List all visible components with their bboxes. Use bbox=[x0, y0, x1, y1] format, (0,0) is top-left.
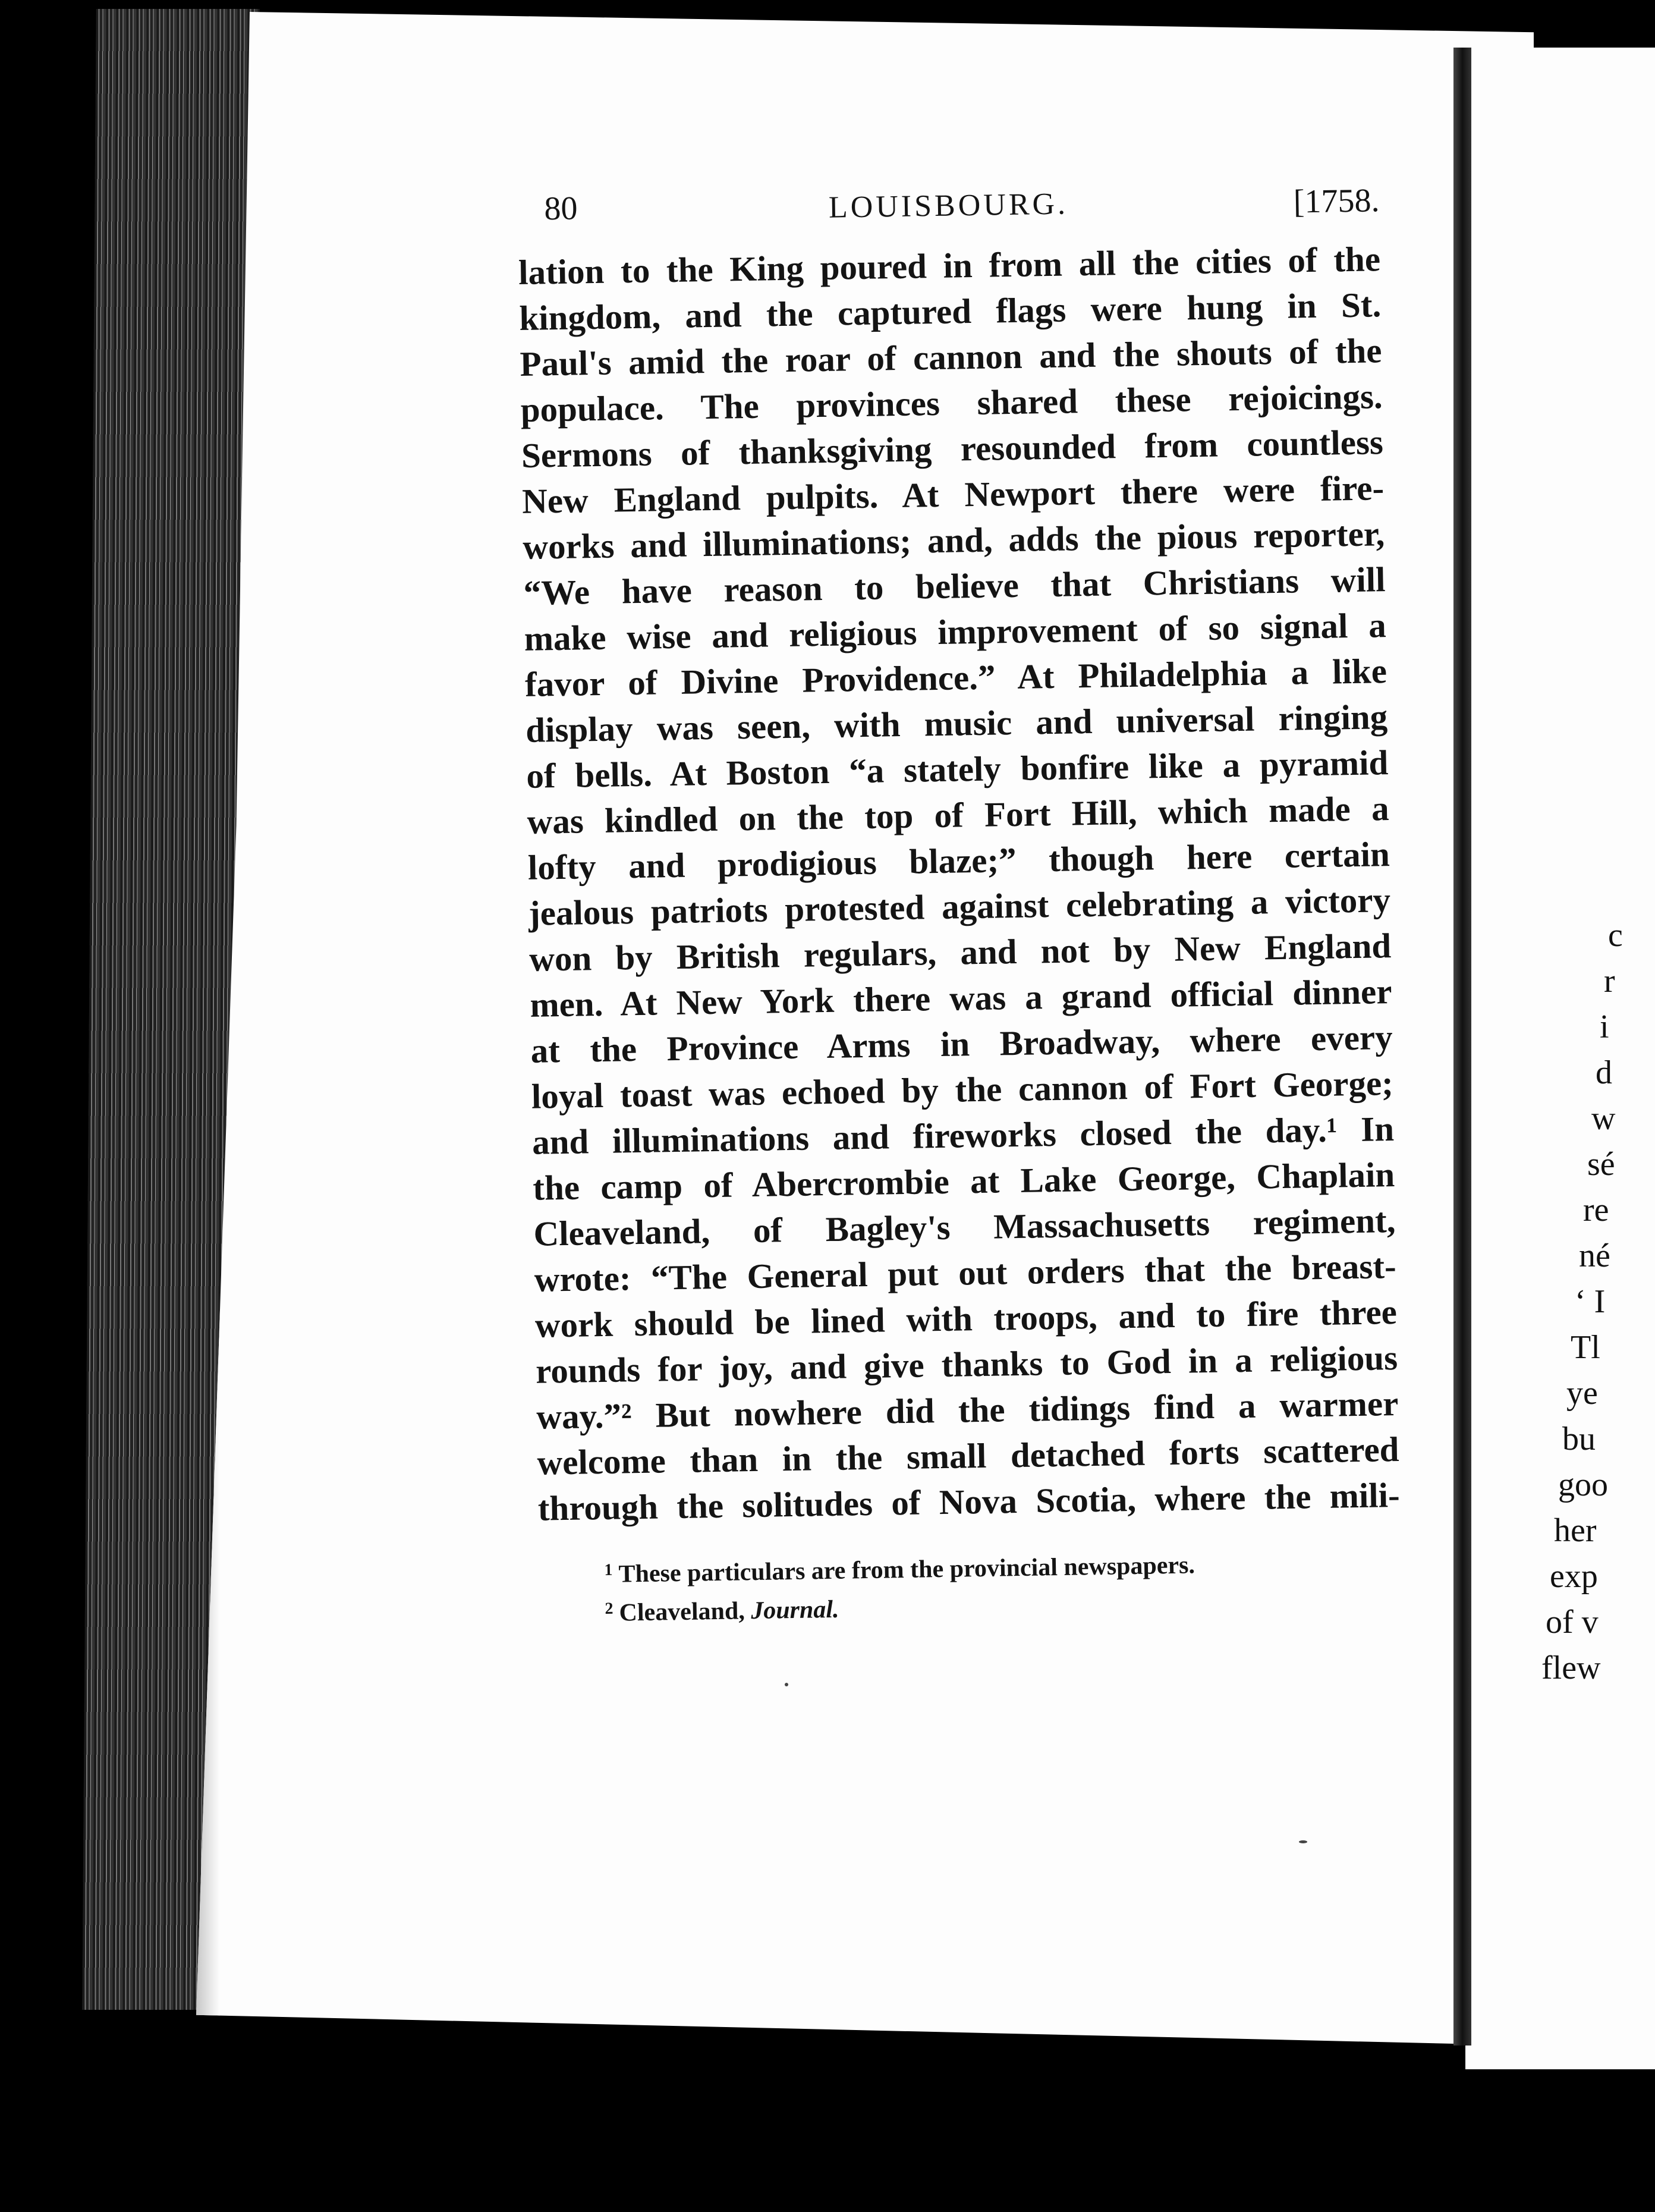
text-line: at the Province Arms in Broadway, where every bbox=[530, 1017, 1393, 1070]
adjacent-text-fragment: flew bbox=[1541, 1649, 1601, 1686]
text-line: New England pulpits. At Newport there were fire- bbox=[521, 468, 1385, 521]
text-line: “We have reason to believe that Christians will bbox=[523, 560, 1386, 612]
book-gutter bbox=[1453, 48, 1471, 2046]
text-line: work should be lined with troops, and to fire three bbox=[534, 1292, 1398, 1345]
adjacent-text-fragment: w bbox=[1591, 1100, 1616, 1137]
text-line: kingdom, and the captured flags were hung in St. bbox=[518, 285, 1382, 338]
text-line: through the solitudes of Nova Scotia, where the mili- bbox=[537, 1475, 1401, 1528]
footnote-mark: 1 bbox=[604, 1560, 613, 1579]
adjacent-text-fragment: i bbox=[1600, 1008, 1609, 1045]
text-line: works and illuminations; and, adds the pious reporter, bbox=[522, 514, 1385, 567]
footnotes bbox=[539, 1541, 1402, 1632]
text-line: way.”² But nowhere did the tidings find a warmer bbox=[536, 1383, 1399, 1437]
text-line: was kindled on the top of Fort Hill, which made a bbox=[527, 788, 1390, 841]
adjacent-text-fragment: bu bbox=[1562, 1421, 1596, 1457]
adjacent-text-fragment: Tl bbox=[1571, 1329, 1600, 1366]
adjacent-text-fragment: ‘ I bbox=[1575, 1283, 1606, 1320]
adjacent-text-fragment: her bbox=[1554, 1512, 1597, 1549]
adjacent-text-fragment: ye bbox=[1566, 1375, 1598, 1412]
text-line: Paul's amid the roar of cannon and the shouts of the bbox=[520, 331, 1382, 384]
page-text bbox=[517, 177, 1402, 1631]
text-line: won by British regulars, and not by New England bbox=[528, 926, 1392, 979]
adjacent-text-fragment: d bbox=[1596, 1054, 1612, 1091]
footnote-text: These particulars are from the provincial newspapers. bbox=[618, 1551, 1195, 1588]
adjacent-text-fragment: r bbox=[1604, 963, 1615, 1000]
speck bbox=[785, 1683, 788, 1686]
footnote-italic: Journal. bbox=[750, 1595, 839, 1625]
text-line: rounds for joy, and give thanks to God in a religious bbox=[535, 1337, 1398, 1391]
text-line: loyal toast was echoed by the cannon of Fort George; bbox=[531, 1063, 1394, 1116]
text-line: the camp of Abercrombie at Lake George, Chaplain bbox=[532, 1155, 1395, 1208]
adjacent-text-fragment: re bbox=[1583, 1192, 1609, 1228]
adjacent-text-fragment: exp bbox=[1550, 1558, 1598, 1595]
adjacent-page bbox=[1465, 48, 1655, 2069]
footnote-mark: 2 bbox=[605, 1599, 613, 1618]
text-line: make wise and religious improvement of so signal a bbox=[524, 605, 1387, 658]
speck bbox=[1299, 1840, 1307, 1843]
text-line: populace. The provinces shared these rejoicings. bbox=[520, 376, 1383, 429]
adjacent-text-fragment: c bbox=[1608, 917, 1623, 954]
text-line: jealous patriots protested against celebrating a victory bbox=[528, 880, 1391, 933]
text-line: lofty and prodigious blaze;” though here certain bbox=[527, 834, 1390, 887]
running-title: LOUISBOURG. bbox=[828, 187, 1069, 225]
page-number: 80 bbox=[544, 190, 578, 228]
adjacent-text-fragment: sé bbox=[1587, 1146, 1615, 1183]
footnote-text: Cleaveland, bbox=[619, 1597, 751, 1627]
text-line: welcome than in the small detached forts scattered bbox=[537, 1429, 1399, 1482]
text-line: favor of Divine Providence.” At Philadelphia a like bbox=[524, 651, 1387, 704]
header-year: [1758. bbox=[1293, 182, 1380, 221]
text-line: men. At New York there was a grand official dinner bbox=[530, 972, 1392, 1025]
text-line: and illuminations and fireworks closed the day.¹ In bbox=[531, 1109, 1395, 1162]
adjacent-text-fragment: goo bbox=[1558, 1466, 1608, 1503]
body-text bbox=[518, 236, 1401, 1532]
text-line: lation to the King poured in from all the cities of the bbox=[518, 239, 1381, 292]
adjacent-text-fragment: of v bbox=[1546, 1604, 1599, 1641]
text-line: display was seen, with music and universal ringing bbox=[525, 697, 1388, 750]
text-line: Sermons of thanksgiving resounded from countless bbox=[521, 422, 1384, 475]
adjacent-text-fragment: né bbox=[1579, 1237, 1610, 1274]
text-line: wrote: “The General put out orders that the breast- bbox=[534, 1246, 1397, 1299]
text-line: Cleaveland, of Bagley's Massachusetts regiment, bbox=[533, 1201, 1396, 1253]
text-line: of bells. At Boston “a stately bonfire like a pyramid bbox=[526, 743, 1389, 796]
